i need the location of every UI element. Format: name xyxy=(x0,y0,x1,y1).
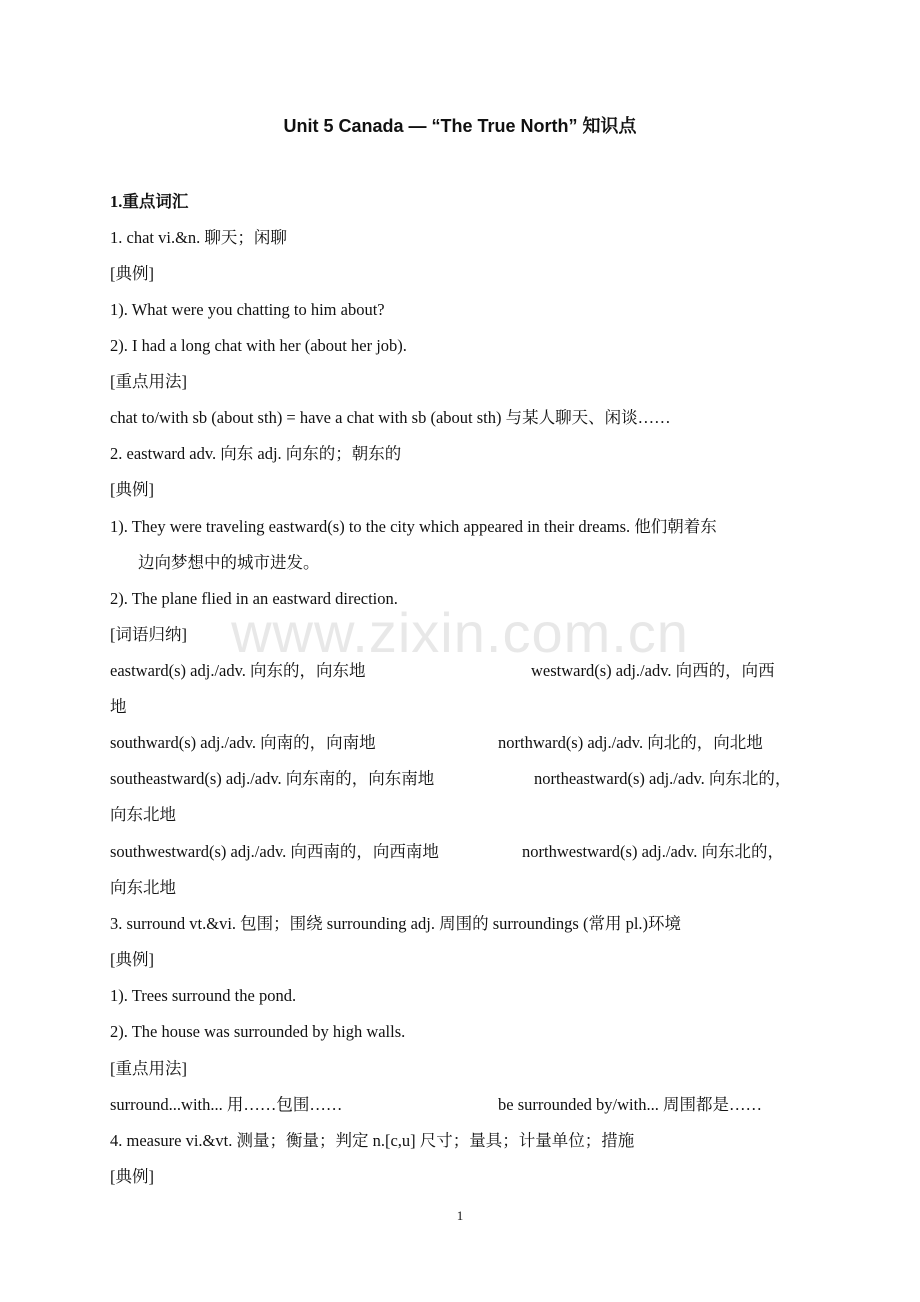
pair-right: northeastward(s) adj./adv. 向东北的， xyxy=(534,769,792,788)
pair-left: 地 xyxy=(110,697,127,716)
text-line: [词语归纳] xyxy=(110,625,187,644)
pair-left: 向东北地 xyxy=(110,805,176,824)
text-line: 1). They were traveling eastward(s) to the city which appeared in their dreams. 他们朝着东 xyxy=(110,517,717,536)
section-heading: 1.重点词汇 xyxy=(110,192,189,211)
pair-left: eastward(s) adj./adv. 向东的，向东地 xyxy=(110,661,366,680)
text-line: [典例] xyxy=(110,264,154,283)
text-line: [重点用法] xyxy=(110,1059,187,1078)
text-line: 2). The plane flied in an eastward direction. xyxy=(110,589,398,608)
pair-right: northwestward(s) adj./adv. 向东北的， xyxy=(522,842,784,861)
pair-left: southward(s) adj./adv. 向南的，向南地 xyxy=(110,733,376,752)
text-line: 1. chat vi.&n. 聊天；闲聊 xyxy=(110,228,287,247)
pair-right: be surrounded by/with... 周围都是…… xyxy=(498,1095,762,1114)
text-line: 4. measure vi.&vt. 测量；衡量；判定 n.[c,u] 尺寸；量具；计量单位；措施 xyxy=(110,1131,635,1150)
pair-left: surround...with... 用……包围…… xyxy=(110,1095,343,1114)
text-line: 2). The house was surrounded by high walls. xyxy=(110,1022,406,1041)
text-line: 边向梦想中的城市进发。 xyxy=(138,553,320,572)
pair-left: 向东北地 xyxy=(110,878,176,897)
text-line: 2). I had a long chat with her (about her job). xyxy=(110,336,407,355)
text-line: [典例] xyxy=(110,1167,154,1186)
page-number: 1 xyxy=(456,1208,464,1223)
text-line: chat to/with sb (about sth) = have a chat with sb (about sth) 与某人聊天、闲谈…… xyxy=(110,408,671,427)
text-line: 2. eastward adv. 向东 adj. 向东的；朝东的 xyxy=(110,444,402,463)
text-line: 1). What were you chatting to him about? xyxy=(110,300,385,319)
pair-left: southwestward(s) adj./adv. 向西南的，向西南地 xyxy=(110,842,439,861)
text-line: [典例] xyxy=(110,950,154,969)
pair-right: westward(s) adj./adv. 向西的，向西 xyxy=(531,661,775,680)
page-title: Unit 5 Canada — “The True North” 知识点 xyxy=(283,116,637,136)
text-line: [重点用法] xyxy=(110,372,187,391)
pair-right: northward(s) adj./adv. 向北的，向北地 xyxy=(498,733,763,752)
text-line: [典例] xyxy=(110,480,154,499)
text-line: 1). Trees surround the pond. xyxy=(110,986,297,1005)
text-line: 3. surround vt.&vi. 包围；围绕 surrounding adj. 周围的 surroundings (常用 pl.)环境 xyxy=(110,914,682,933)
watermark: www.zixin.com.cn xyxy=(231,601,689,664)
pair-left: southeastward(s) adj./adv. 向东南的，向东南地 xyxy=(110,769,435,788)
